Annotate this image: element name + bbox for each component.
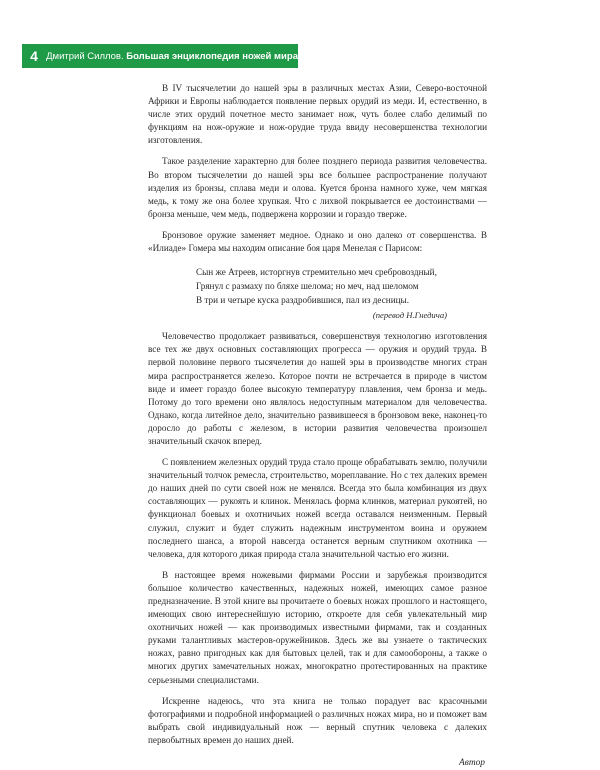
poem-line: Сын же Атреев, исторгнув стремительно меч сребровоздный, bbox=[196, 267, 437, 278]
header-book-title: Большая энциклопедия ножей мира bbox=[126, 50, 298, 62]
paragraph-2: Такое разделение характерно для более позднего периода развития человечества. Во втором тысячелетии до нашей эры все большее распространение получают изделия из бронзы, сплава меди и олова. Куется бронза намного хуже, чем мягкая медь, к тому же она более хрупкая. Что с лихвой покрывается ее достоинствами — бронза меньше, чем медь, подвержена коррозии и гораздо тверже. bbox=[148, 156, 487, 219]
paragraph-6: В настоящее время ножевыми фирмами России и зарубежья производится большое количество качественных, надежных ножей, имеющих самое разное предназначение. В этой книге вы прочитаете о боевых ножах прошлого и настоящего, имеющих свою интереснейшую историю, откроете для себя увлекательный мир охотничьих ножей — как производимых известными фирмами, так и созданных руками талантливых мастеров-оружейников. Здесь же вы узнаете о тактических ножах, равно пригодных как для бытовых целей, так и для самообороны, а также о многих других замечательных ножах, многократно протестированных на практике серьезными специалистами. bbox=[148, 569, 487, 685]
poem-line: Грянул с размаху по бляхе шелома; но меч, над шеломом bbox=[196, 281, 419, 292]
running-header bbox=[22, 44, 298, 68]
poem-quote bbox=[196, 265, 487, 307]
running-title bbox=[46, 51, 298, 62]
paragraph-7: Искренне надеюсь, что эта книга не только порадует вас красочными фотографиями и подробной информацией о различных ножах мира, но и поможет вам выбрать свой индивидуальный нож — верный спутник человека с далеких первобытных времен до наших дней. bbox=[148, 695, 487, 745]
paragraph-1: В IV тысячелетии до нашей эры в различных местах Азии, Северо-восточной Африки и Европы наблюдается появление первых орудий из меди. И, естественно, в числе этих орудий почетное место занимает нож, чуть более слабо делимый по функциям на нож-оружие и нож-орудие труда ввиду несовершенства технологии изготовления. bbox=[148, 83, 487, 146]
signature: Автор bbox=[459, 758, 485, 769]
page-number: 4 bbox=[30, 48, 38, 64]
poem-line: В три и четыре куска раздробившися, пал из десницы. bbox=[196, 295, 410, 306]
header-author: Дмитрий Силлов. bbox=[46, 50, 124, 62]
paragraph-4: Человечество продолжает развиваться, совершенствуя технологию изготовления все тех же двух основных составляющих прогресса — оружия и орудий труда. В первой половине первого тысячелетия до нашей эры в производстве многих стран мира распространяется железо. Которое почти не встречается в природе в чистом виде и имеет гораздо более высокую температуру плавления, чем бронза и медь. Потому до того времени оно являлось недоступным материалом для человечества. Однако, когда литейное дело, значительно развившееся в бронзовом веке, наконец-то доросло до работы с железом, в истории развития человечества произошел значительный скачок вперед. bbox=[148, 331, 487, 446]
paragraph-3: Бронзовое оружие заменяет медное. Однако и оно далеко от совершенства. В «Илиаде» Гомера мы находим описание боя царя Менелая с Парисом: bbox=[148, 229, 487, 254]
paragraph-5: С появлением железных орудий труда стало проще обрабатывать землю, получили значительный толчок ремесла, строительство, мореплавание. Но с тех далеких времен до наших дней по сути своей нож не менялся. Всегда это была комбинация из двух составляющих — рукоять и клинок. Менялась форма клинков, материал рукоятей, но функционал боевых и охотничьих ножей всегда оставался неизменным. Первый служил, служит и будет служить надежным инструментом воина и оружием последнего шанса, а второй навсегда останется верным спутником охотника — человека, для которого дикая природа стала значительной частью его жизни. bbox=[148, 457, 487, 559]
translator-credit: (перевод Н.Гнедича) bbox=[372, 310, 447, 321]
page-body bbox=[148, 82, 487, 770]
